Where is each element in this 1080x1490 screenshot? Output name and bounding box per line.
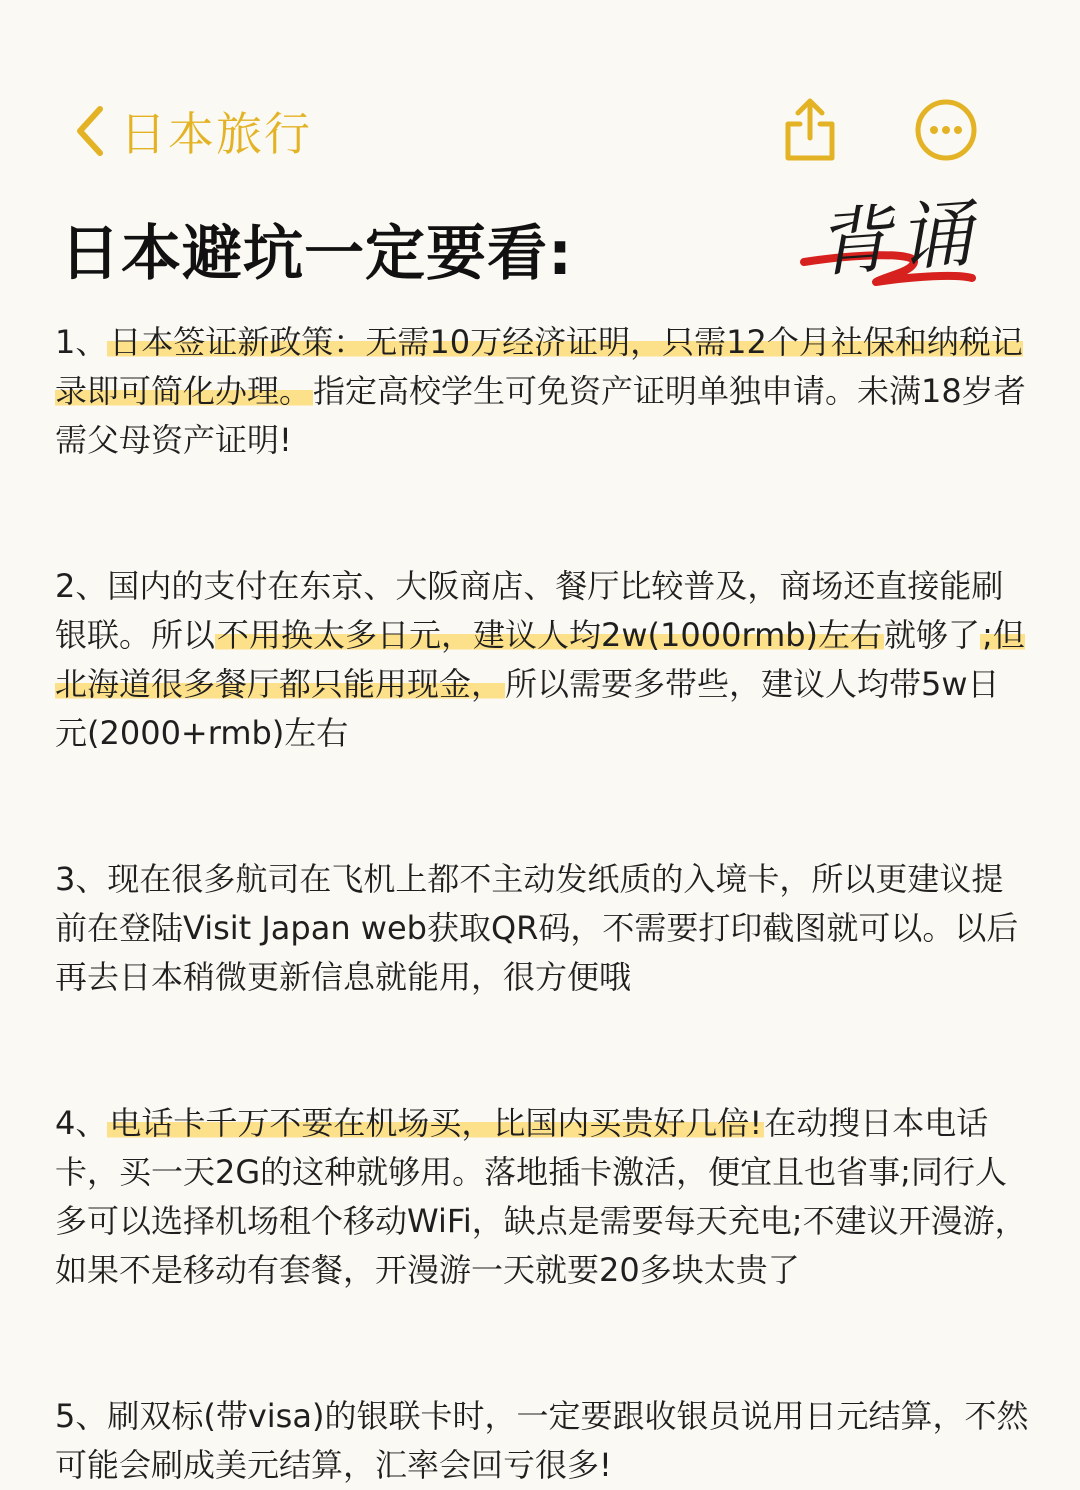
handwritten-stamp: [796, 176, 996, 306]
tip-2-highlight: 不用换太多日元，建议人均2w(1000rmb)左右: [217, 616, 883, 654]
page-title: 日本避坑一定要看:: [60, 219, 573, 289]
more-button[interactable]: [914, 98, 978, 162]
chevron-left-icon: [72, 103, 108, 159]
tip-4: [55, 1099, 1030, 1295]
nav-bar: [0, 0, 1080, 200]
tip-2-text-end: 所以需要多带些，建议人均带5w日元(2000+rmb)左右: [55, 665, 1000, 752]
stamp-text: 背诵: [813, 190, 984, 288]
tip-1: [55, 318, 1030, 465]
tip-3-text: 3、现在很多航司在飞机上都不主动发纸质的入境卡，所以更建议提前在登陆Visit Japan web获取QR码，不需要打印截图就可以。以后再去日本稍微更新信息就能用，很方便哦: [55, 860, 1019, 996]
share-icon: [780, 96, 840, 162]
share-button[interactable]: [780, 96, 840, 162]
tip-2-text: 2、国内的支付在东京、大阪商店、餐厅比较普及，商场还直接能刷银联。所以: [55, 567, 1004, 654]
tip-4-highlight: 电话卡千万不要在机场买，比国内买贵好几倍!: [109, 1104, 763, 1142]
tip-2-highlight-2: ;但北海道很多餐厅都只能用现金，: [55, 616, 1025, 703]
tip-1-text-end: 指定高校学生可免资产证明单独申请。未满18岁者需父母资产证明!: [55, 372, 1026, 459]
tip-4-text-end: 在动搜日本电话卡，买一天2G的这种就够用。落地插卡激活，便宜且也省事;同行人多可以选择机场租个移动WiFi，缺点是需要每天充电;不建议开漫游，如果不是移动有套餐，开漫游一天就要20多块太贵了: [55, 1104, 1027, 1289]
tip-1-text: 1、: [55, 323, 108, 361]
tip-1-highlight: 日本签证新政策：无需10万经济证明，只需12个月社保和纳税记录即可简化办理。: [55, 323, 1023, 410]
tip-3: [55, 855, 1030, 1002]
back-label: 日本旅行: [120, 107, 312, 161]
back-button[interactable]: [72, 96, 312, 166]
tip-5: [55, 1392, 1030, 1490]
tip-2: [55, 562, 1030, 758]
more-icon: [914, 98, 978, 162]
tip-4-text: 4、: [55, 1104, 108, 1142]
tip-2-text-mid: 就够了: [884, 616, 981, 654]
article-body: [55, 318, 1030, 1490]
tip-5-text: 5、刷双标(带visa)的银联卡时，一定要跟收银员说用日元结算，不然可能会刷成美元结算，汇率会回亏很多!: [55, 1397, 1029, 1484]
